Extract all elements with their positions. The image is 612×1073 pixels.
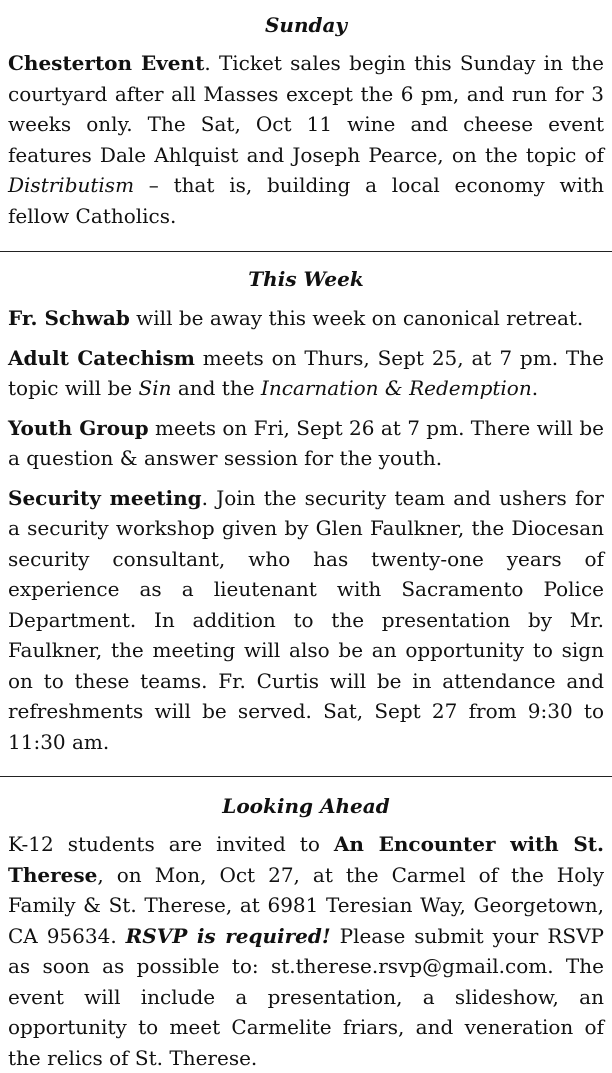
adult-catechism-paragraph xyxy=(8,343,604,404)
adult-catechism-text-1: meets on Thurs, Sept 25, at 7 pm. The topic will be xyxy=(8,345,604,400)
chesterton-event-topic: Distributism xyxy=(8,173,135,197)
schwab-title: Fr. Schwab xyxy=(8,306,130,330)
encounter-title: An Encounter with St. Therese xyxy=(8,832,604,887)
looking-ahead-heading: Looking Ahead xyxy=(222,794,390,818)
chesterton-event-text-2: – that is, building a local economy with fellow Catholics. xyxy=(8,173,604,228)
adult-catechism-text-2: and the xyxy=(171,376,261,400)
encounter-text-1: K-12 students are invited to xyxy=(8,832,334,856)
chesterton-event-paragraph xyxy=(8,48,604,231)
chesterton-event-title: Chesterton Event xyxy=(8,51,205,75)
this-week-heading: This Week xyxy=(248,267,364,291)
schwab-text: will be away this week on canonical retreat. xyxy=(129,306,584,330)
looking-ahead-section xyxy=(0,777,612,1073)
youth-group-text: meets on Fri, Sept 26 at 7 pm. There will be a question & answer session for the youth. xyxy=(8,415,604,470)
sunday-heading: Sunday xyxy=(264,13,348,37)
schwab-paragraph xyxy=(8,303,604,334)
encounter-text-3: Please submit your RSVP as soon as possible to: st.therese.rsvp@gmail.com. The event will include a presentation, a slideshow, an opportunity to meet Carmelite friars, and veneration of the relics of St. Therese. xyxy=(8,923,604,1070)
adult-catechism-title: Adult Catechism xyxy=(8,345,195,370)
youth-group-paragraph xyxy=(8,413,604,474)
security-meeting-text: . Join the security team and ushers for a security workshop given by Glen Faulkner, the Diocesan security consultant, who has twenty-one years of experience as a lieutenant with Sacramento Police Department. In addition to the presentation by Mr. Faulkner, the meeting will also be an opportunity to sign on to these teams. Fr. Curtis will be in attendance and refreshments will be served. Sat, Sept 27 from 9:30 to 11:30 am. xyxy=(8,485,604,754)
security-meeting-title: Security meeting xyxy=(8,485,202,510)
rsvp-required-notice: RSVP is required! xyxy=(125,923,331,948)
security-meeting-paragraph xyxy=(8,483,604,758)
adult-catechism-text-3: . xyxy=(531,376,539,400)
adult-catechism-topic-2: Incarnation & Redemption xyxy=(260,376,532,400)
sunday-section xyxy=(0,0,612,231)
youth-group-title: Youth Group xyxy=(8,415,149,440)
chesterton-event-text-1: . Ticket sales begin this Sunday in the courtyard after all Masses except the 6 pm, and run for 3 weeks only. The Sat, Oct 11 wine and cheese event features Dale Ahlquist and Joseph Pearce, on the topic of xyxy=(8,51,604,167)
this-week-section xyxy=(0,252,612,757)
adult-catechism-topic-1: Sin xyxy=(138,376,172,400)
encounter-text-2: , on Mon, Oct 27, at the Carmel of the Holy Family & St. Therese, at 6981 Teresian Way, Georgetown, CA 95634. xyxy=(8,862,604,948)
encounter-paragraph xyxy=(8,829,604,1073)
